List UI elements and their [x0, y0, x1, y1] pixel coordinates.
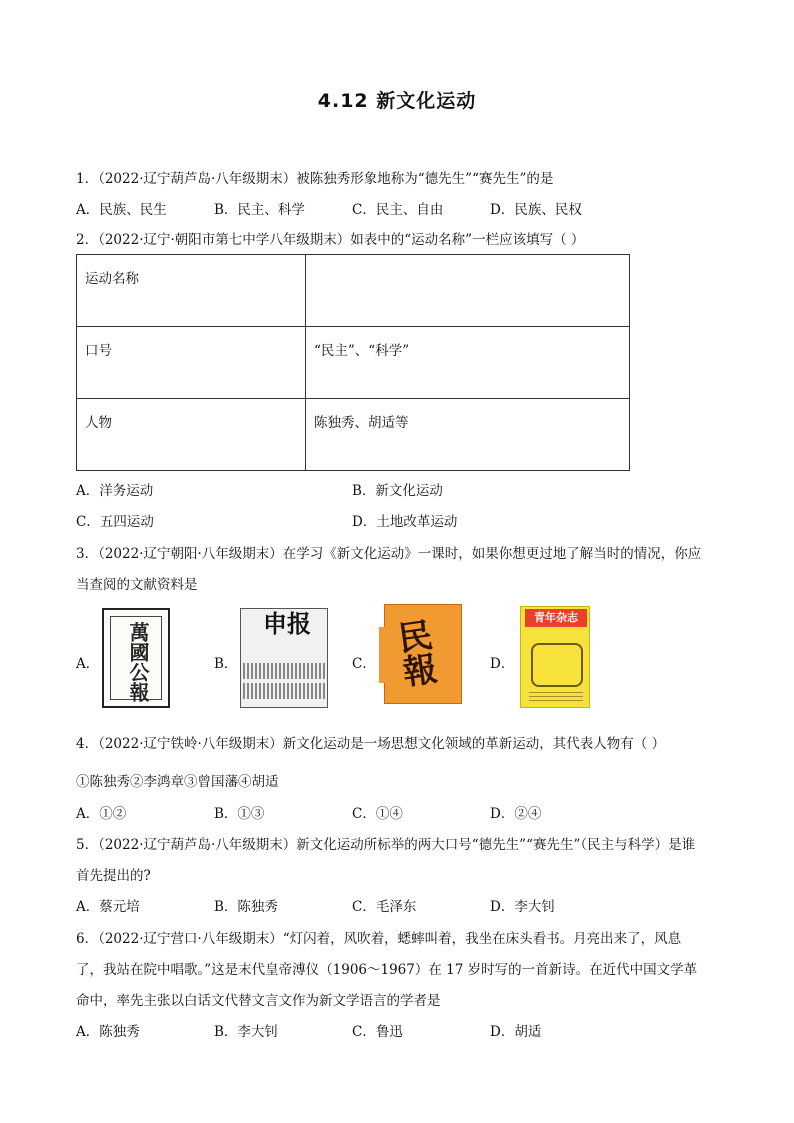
table-cell: 口号: [77, 327, 306, 399]
option-b: B．新文化运动: [352, 483, 443, 499]
option-b: B．陈独秀: [214, 899, 278, 915]
option-d: D．胡适: [490, 1024, 542, 1040]
table-row: [77, 327, 630, 399]
table-cell: 陈独秀、胡适等: [306, 399, 630, 471]
question-5-stem-line1: 5．（2022·辽宁葫芦岛·八年级期末）新文化运动所标举的两大口号“德先生”“赛先生”（民主与科学）是谁: [76, 837, 696, 853]
wanguo-gongbao-title: 萬國公報: [126, 622, 150, 702]
question-6-stem-line2: 了，我站在院中唱歌。”这是末代皇帝溥仪（1906～1967）在 17 岁时写的一首新诗。在近代中国文学革: [76, 962, 698, 978]
option-c: C．: [352, 656, 376, 672]
question-5-stem-line2: 首先提出的?: [76, 868, 151, 884]
minbao-title: 民報: [389, 616, 439, 690]
option-d: D．李大钊: [490, 899, 555, 915]
option-a: A．洋务运动: [76, 483, 154, 499]
table-cell: 人物: [77, 399, 306, 471]
option-a: A．蔡元培: [76, 899, 140, 915]
option-a: A．: [76, 656, 100, 672]
shenbao-title: 申报: [263, 609, 311, 638]
option-b: B．①③: [214, 806, 265, 822]
option-d: D．民族、民权: [490, 202, 582, 218]
question-3-stem-line1: 3．（2022·辽宁朝阳·八年级期末）在学习《新文化运动》一课时，如果你想更过地了解当时的情况，你应: [76, 546, 702, 562]
option-b: B．李大钊: [214, 1024, 278, 1040]
wanguo-gongbao-image: [102, 608, 170, 708]
question-2-stem: 2．（2022·辽宁·朝阳市第七中学八年级期末）如表中的“运动名称”一栏应该填写（ ）: [76, 232, 585, 248]
minbao-image: [384, 604, 462, 704]
page-title: 4.12 新文化运动: [317, 90, 477, 112]
option-d: D．②④: [490, 806, 542, 822]
movement-table: [76, 254, 630, 471]
option-a: A．①②: [76, 806, 127, 822]
option-c: C．毛泽东: [352, 899, 417, 915]
question-6-stem-line1: 6．（2022·辽宁营口·八年级期末）“灯闪着，风吹着，蟋蟀叫着，我坐在床头看书。月亮出来了，风息: [76, 931, 682, 947]
option-c: C．五四运动: [76, 514, 154, 530]
question-3-images: [76, 604, 636, 708]
option-b: B．民主、科学: [214, 202, 305, 218]
table-cell: 运动名称: [77, 255, 306, 327]
question-3-stem-line2: 当查阅的文献资料是: [76, 577, 198, 593]
option-d: D．: [490, 656, 515, 672]
xinqingnian-title: 青年杂志: [525, 609, 587, 627]
question-6-stem-line3: 命中，率先主张以白话文代替文言文作为新文学语言的学者是: [76, 993, 441, 1009]
option-c: C．鲁迅: [352, 1024, 403, 1040]
question-4-stem: 4．（2022·辽宁铁岭·八年级期末）新文化运动是一场思想文化领域的革新运动，其代表人物有（ ）: [76, 736, 666, 752]
table-cell: “民主”、“科学”: [306, 327, 630, 399]
table-row: [77, 399, 630, 471]
option-a: A．陈独秀: [76, 1024, 140, 1040]
option-d: D．土地改革运动: [352, 514, 458, 530]
option-c: C．①④: [352, 806, 403, 822]
option-a: A．民族、民生: [76, 202, 167, 218]
option-c: C．民主、自由: [352, 202, 444, 218]
table-cell: [306, 255, 630, 327]
table-row: [77, 255, 630, 327]
shenbao-image: [240, 608, 328, 708]
option-b: B．: [214, 656, 238, 672]
question-1-stem: 1．（2022·辽宁葫芦岛·八年级期末）被陈独秀形象地称为“德先生”“赛先生”的是: [76, 171, 554, 187]
xinqingnian-image: [520, 606, 590, 708]
question-4-items: ①陈独秀②李鸿章③曾国藩④胡适: [76, 774, 279, 790]
